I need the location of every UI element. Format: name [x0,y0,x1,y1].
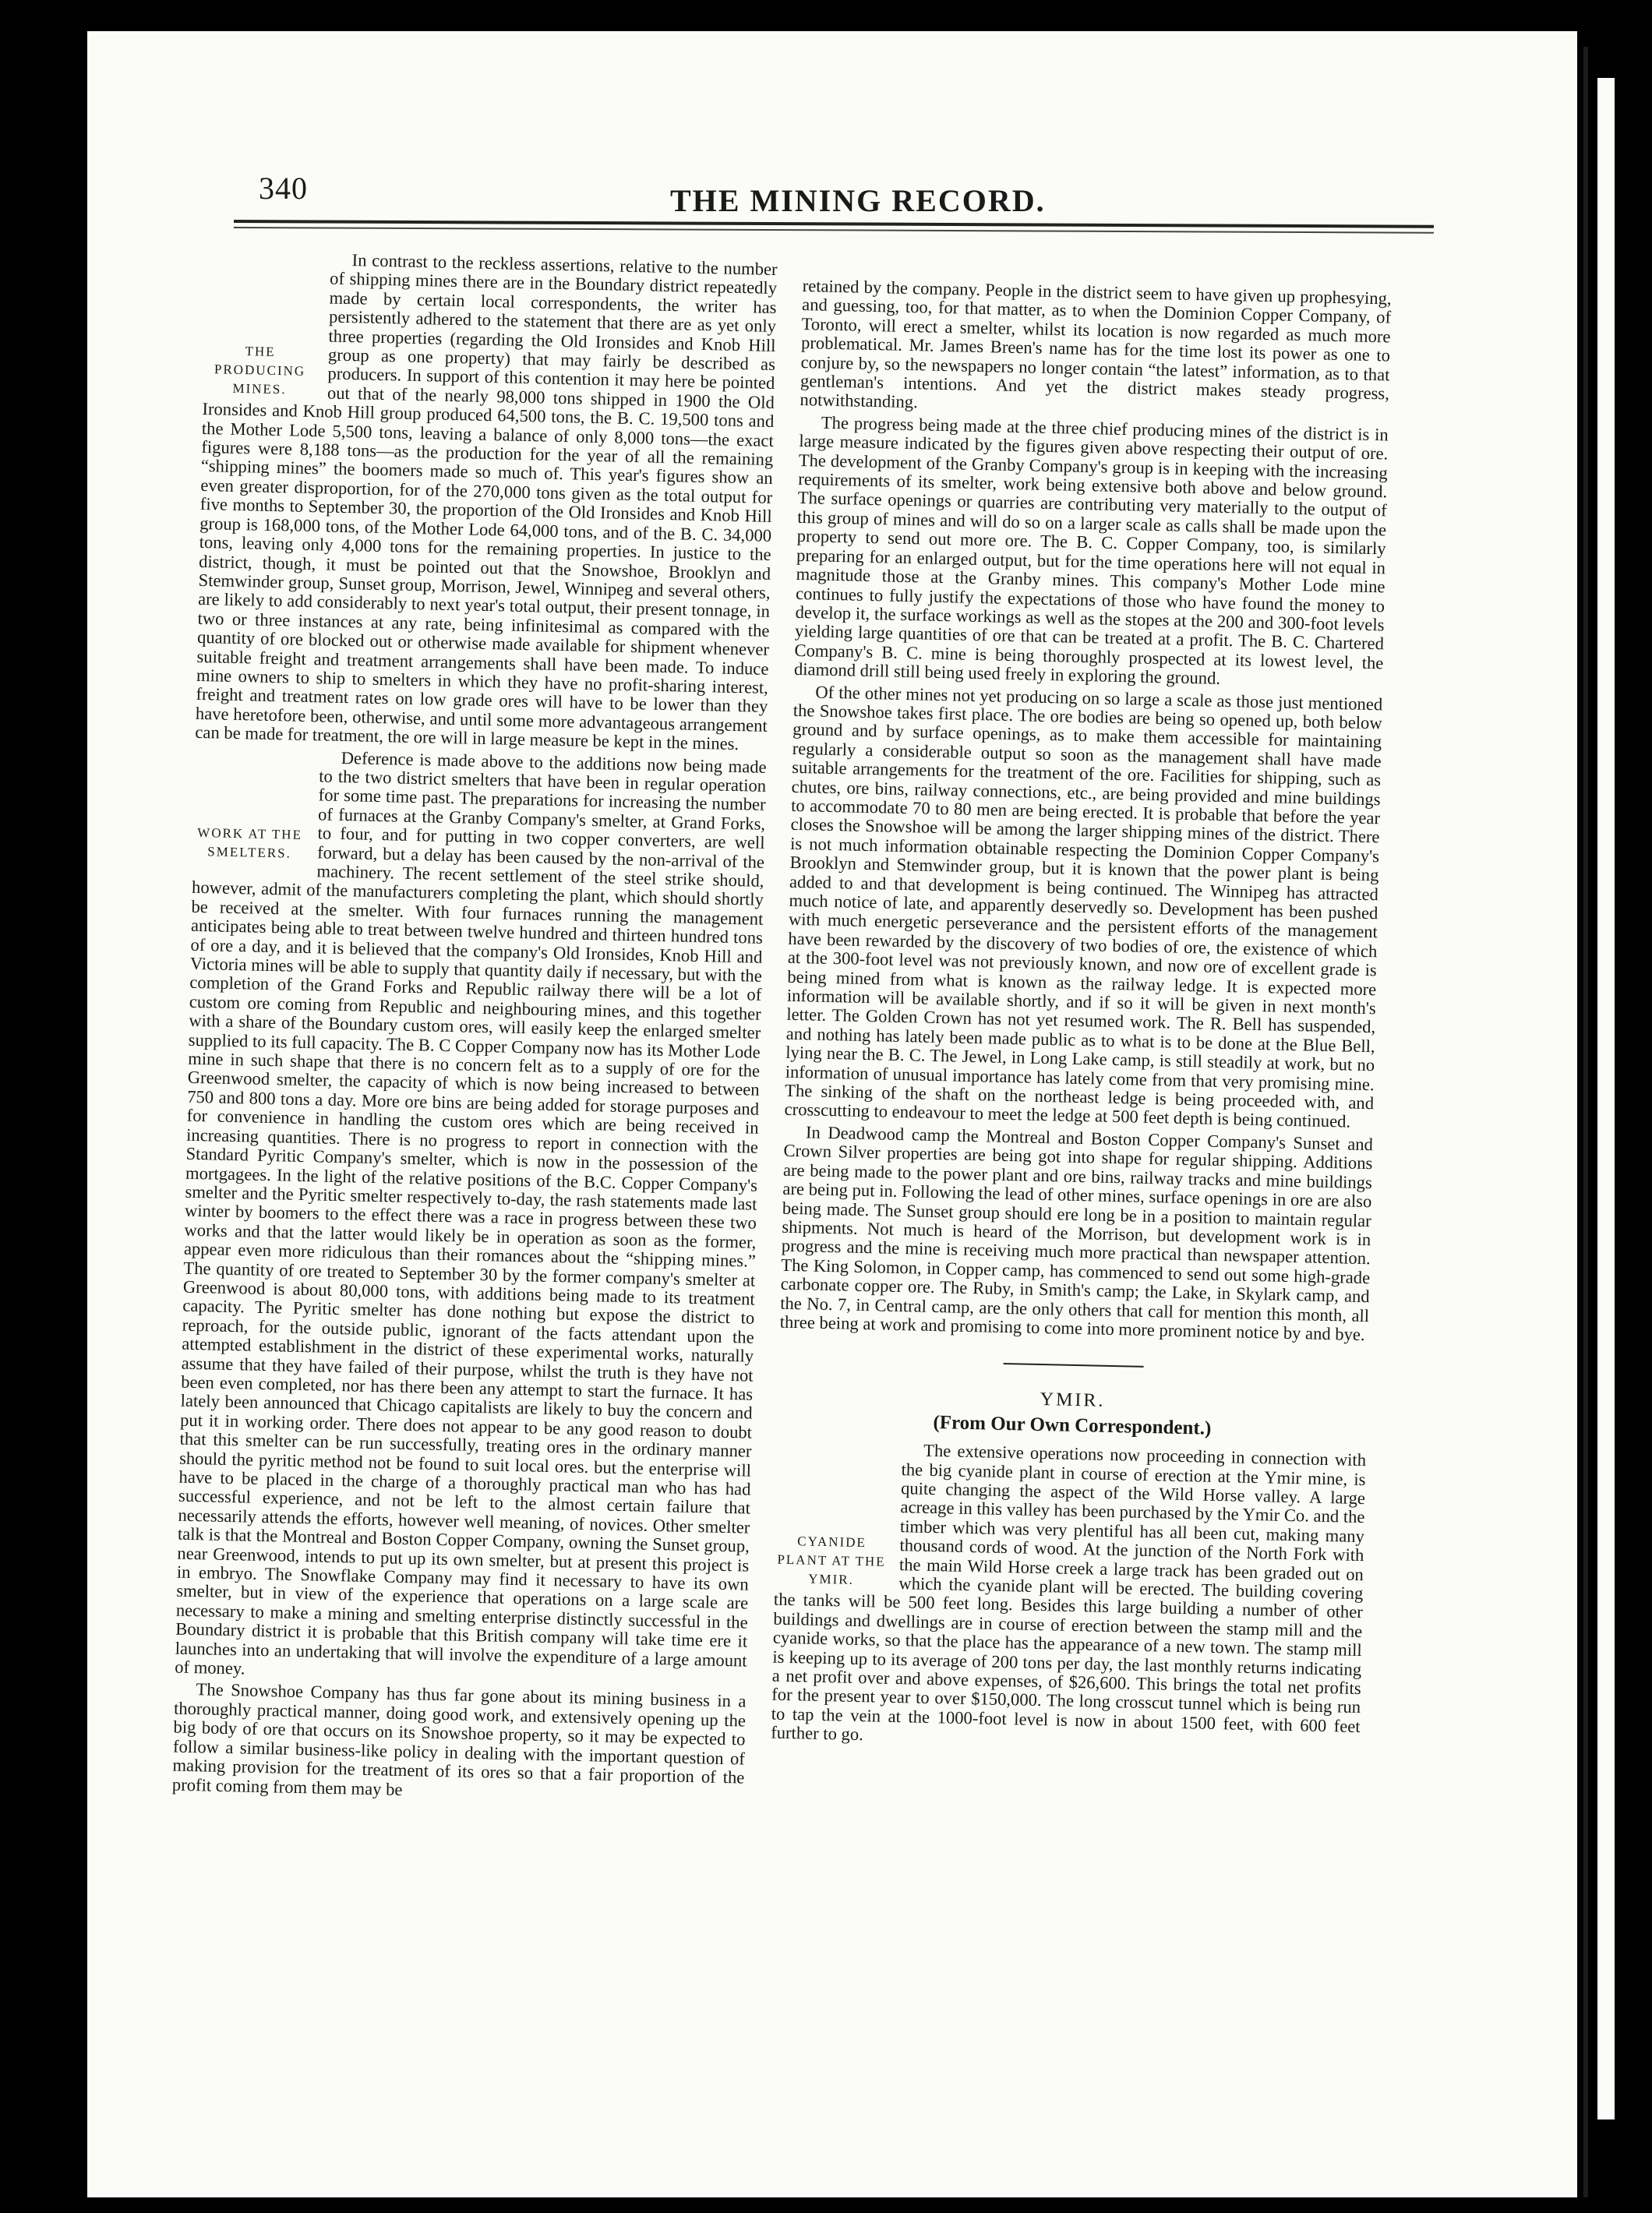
paragraph-text: In contrast to the reckless assertions, relative to the number of shipping mines there are in the Boundary district repeatedly made by certain local correspondents, the writer has persistently adhered to the statement that there are as yet only three properties (regarding the Old Ironsides and Knob Hill group as one property) that may fairly be described as producers. In support of this contention it may here be pointed out that of the nearly 98,000 tons shipped in 1900 the Old Ironsides and Knob Hill group produced 64,500 tons, the B. C. 19,500 tons and the Mother Lode 5,500 tons, leaving a balance of only 8,000 tons—the exact figures were 8,188 tons—as the production for the year of all the remaining “shipping mines” the boomers made so much of. This year's figures show an even greater disproportion, for of the 270,000 tons given as the total output for five months to September 30, the proportion of the Old Ironsides and Knob Hill group is 168,000 tons, of the Mother Lode 64,000 tons, and of the B. C. 34,000 tons, leaving only 4,000 tons for the remaining properties. In justice to the district, though, it must be pointed out that the Snowshoe, Brooklyn and Stemwinder group, Sunset group, Morrison, Jewel, Winnipeg and several others, are likely to add considerably to next year's total output, their present tonnage, in two or three instances at any rate, being infinitesimal as compared with the quantity of ore blocked out or otherwise made available for shipment whenever suitable freight and treatment arrangements shall have been made. To induce mine owners to ship to smelters in which they have no profit-sharing interest, freight and treatment rates on low grade ores will have to be lower than they have heretofore been, otherwise, and until some more advantageous arrangement can be made for treatment, the ore will in large measure be kept in the mines. [195,250,778,754]
paragraph-text: Deference is made above to the additions now being made to the two district smelters that have been in regular operation for some time past. The preparations for increasing the number of furnaces at the Granby Company's smelter, at Grand Forks, to four, and for putting in two copper converters, are well forward, but a delay has been caused by the non-arrival of the machinery. The recent settlement of the steel strike should, however, admit of the manufacturers completing the plant, which should shortly be received at the smelter. With four furnaces running the management anticipates being able to treat between twelve hundred and thirteen hundred tons of ore a day, and it is believed that the company's Old Ironsides, Knob Hill and Victoria mines will be able to supply that quantity daily if necessary, but with the completion of the Grand Forks and Republic railway there will be a lot of custom ore coming from Republic and neighbouring mines, and this together with a share of the Boundary custom ores, will easily keep the enlarged smelter supplied to its full capacity. The B. C Copper Company now has its Mother Lode mine in such shape that there is no concern felt as to a supply of ore for the Greenwood smelter, the capacity of which is now being increased to between 750 and 800 tons a day. More ore bins are being added for storage purposes and for convenience in handling the custom ores which are being received in increasing quantities. There is no progress to report in connection with the Standard Pyritic Company's smelter, which is now in the possession of the mortgagees. In the light of the relative positions of the B.C. Copper Company's smelter and the Pyritic smelter respectively to-day, the rash statements made last winter by boomers to the effect there was a race in progress between these two works and that the latter would likely be in operation as soon as the former, appear even more ridiculous than their romances about the “shipping mines.” The quantity of ore treated to September 30 by the former company's smelter at Greenwood is about 80,000 tons, with additions being made to its treatment capacity. The Pyritic smelter has done nothing but expose the district to reproach, for the outside public, ignorant of the facts attendant upon the attempted establishment in the district of these experimental works, naturally assume that they have failed of their purpose, whilst the truth is they have not been even completed, nor has there been any attempt to start the furnace. It has lately been announced that Chicago capitalists are likely to buy the concern and put it in working order. There does not appear to be any good reason to doubt that this smelter can be run successfully, treating ores in the ordinary manner should the pyritic method not be found to suit local ores. but the enterprise will have to be placed in the charge of a thoroughly practical man who has had successful experience, and not be left to the almost certain failure that necessarily attends the efforts, however well meaning, of novices. Other smelter talk is that the Montreal and Boston Copper Company, owning the Sunset group, near Greenwood, intends to put up its own smelter, but at present this project is in embryo. The Snowflake Company may find it necessary to have its own smelter, but in view of the experience that operations on a large scale are necessary to make a mining and smelting enterprise distinctly successful in the Boundary district it is probable that this British company will take time ere it launches into an undertaking that will involve the expenditure of a large amount of money. [174,747,767,1678]
header-rule [234,220,1434,234]
right-column [771,277,1392,1756]
sidenote-work-at-smelters: WORK AT THE SMELTERS. [197,824,303,861]
paragraph-snowshoe [172,1680,747,1806]
paragraph-text: The progress being made at the three chief producing mines of the district is in large measure indicated by the figures given above respecting their output of ore. The development of the Granby Company's group is in keeping with the increasing requirements of its smelter, work being extensive both above and below ground. The surface openings or quarries are contributing very materially to the output of this group of mines and will do so on a larger scale as calls shall be made upon the property to send out more ore. The B. C. Copper Company, too, is similarly preparing for an enlarged output, but for the time operations here will not equal in magnitude those at the Granby mines. This company's Mother Lode mine continues to fully justify the expectations of those who have found the money to develop it, the surface workings as well as the stopes at the 200 and 300-foot levels yielding large quantities of ore that can be treated at a profit. The B. C. Chartered Company's B. C. mine is being thoroughly prospected at its lowest level, the diamond drill still being used freely in exploring the ground. [793,412,1389,688]
running-title: THE MINING RECORD. [670,183,1046,218]
paragraph-progress [794,413,1389,692]
page-number: 340 [259,171,308,206]
section-title: YMIR. [1040,1389,1106,1412]
page-header [234,156,1434,249]
paragraph-text: In Deadwood camp the Montreal and Boston Copper Company's Sunset and Crown Silver properties are being got into shape for regular shipping. Additions are being made to the power plant and ore bins, railway tracks and mine buildings are being put in. Following the lead of other mines, surface openings in ore are also being made. The Sunset group should ere long be in a position to maintain regular shipments. Not much is heard of the Morrison, but development work is in progress and the mine is receiving much more practical than newspaper attention. The King Solomon, in Copper camp, has commenced to send out some high-grade carbonate copper ore. The Ruby, in Smith's camp; the Lake, in Skylark camp, and the No. 7, in Central camp, are the only others that call for mention this month, all three being at work and promising to come into more prominent notice by and bye. [779,1122,1374,1344]
section-divider [1004,1363,1144,1368]
left-column [172,248,778,1806]
paragraph-continued [800,277,1392,422]
paragraph-text: retained by the company. People in the district seem to have given up prophesying, and guessing, too, for that matter, as to when the Dominion Copper Company, of Toronto, will erect a smelter, whilst its location is now regarded as much more problematical. Mr. James Breen's name has for the time lost its power as one to conjure by, so the newspapers no longer contain “the latest” information, as to that gentleman's intentions. And yet the district makes steady progress, notwithstanding. [800,276,1392,412]
paragraph-deadwood [779,1123,1373,1345]
paragraph-ymir [771,1438,1366,1756]
page-edge-shadow [1583,47,1588,2197]
paragraph-text: The Snowshoe Company has thus far gone about its mining business in a thoroughly practical manner, doing good work, and extensively opening up the big body of ore that occurs on its Snowshoe property, so it may be expected to follow a similar business-like policy in dealing with the important question of making provision for the treatment of its ores so that a fair proportion of the profit coming from them may be [171,1679,747,1799]
sidenote-cyanide-plant: CYANIDE PLANT AT THE YMIR. [777,1534,886,1587]
paragraph-other-mines [784,682,1382,1132]
paragraph-text: Of the other mines not yet producing on so large a scale as those just mentioned the Snowshoe takes first place. The ore bodies are being so opened up, both below ground and by surface openings, as to make them accessible for maintaining regularly a considerable output so soon as the management shall have made suitable arrangements for the treatment of the ore. Facilities for shipping, such as chutes, ore bins, railway connections, etc., are being provided and mine buildings to accommodate 70 to 80 men are being erected. It is probable that before the year closes the Snowshoe will be among the larger shipping mines of the district. There is not much information obtainable respecting the Dominion Copper Company's Brooklyn and Stemwinder group, but it is known that the power plant is being added to and that development is being continued. The Winnipeg has attracted much notice of late, and apparently deservedly so. Development has been pushed with much energetic perseverance and the persistent efforts of the management have been rewarded by the discovery of two bodies of ore, the existence of which at the 300-foot level was not previously known, and now ore of excellent grade is being mined from what is known as the railway ledge. It is expected more information will be available shortly, and if so it will be given in next month's letter. The Golden Crown has not yet resumed work. The R. Bell has suspended, and nothing has lately been made public as to what is to be done at the Blue Bell, lying near the B. C. The Jewel, in Long Lake camp, is still steadily at work, but no information of unusual importance has lately come from that very promising mine. The sinking of the shaft on the northeast ledge is being proceeded with, and crosscutting to endeavour to meet the ledge at 500 feet depth is being continued. [784,682,1383,1132]
section-subtitle: (From Our Own Correspondent.) [933,1411,1212,1439]
paragraph-text: The extensive operations now proceeding in connection with the big cyanide plant in course of erection at the Ymir mine, is quite changing the aspect of the Wild Horse valley. A large acreage in this valley has been purchased by the Ymir Co. and the timber which was very plentiful has all been cut, making many thousand cords of wood. At the junction of the North Fork with the main Wild Horse creek a large track has been graded out on which the cyanide plant will be erected. The building covering the tanks will be 500 feet long. Besides this large building a number of other buildings and dwellings are in course of erection between the stamp mill and the cyanide works, so that the place has the appearance of a new town. The stamp mill is keeping up to its average of 200 tons per day, the last monthly returns indicating a net profit over and above expenses, of $26,600. This brings the total net profits for the present year to over $150,000. The long crosscut tunnel which is being run to tap the vein at the 1000-foot level is now in about 1500 feet, with 600 feet further to go. [770,1440,1367,1745]
adjacent-page-edge [1597,78,1615,2119]
paragraph-smelters [175,745,767,1689]
sidenote-producing-mines: THE PRODUCING MINES. [214,344,306,397]
paragraph-producing-mines [195,248,778,754]
